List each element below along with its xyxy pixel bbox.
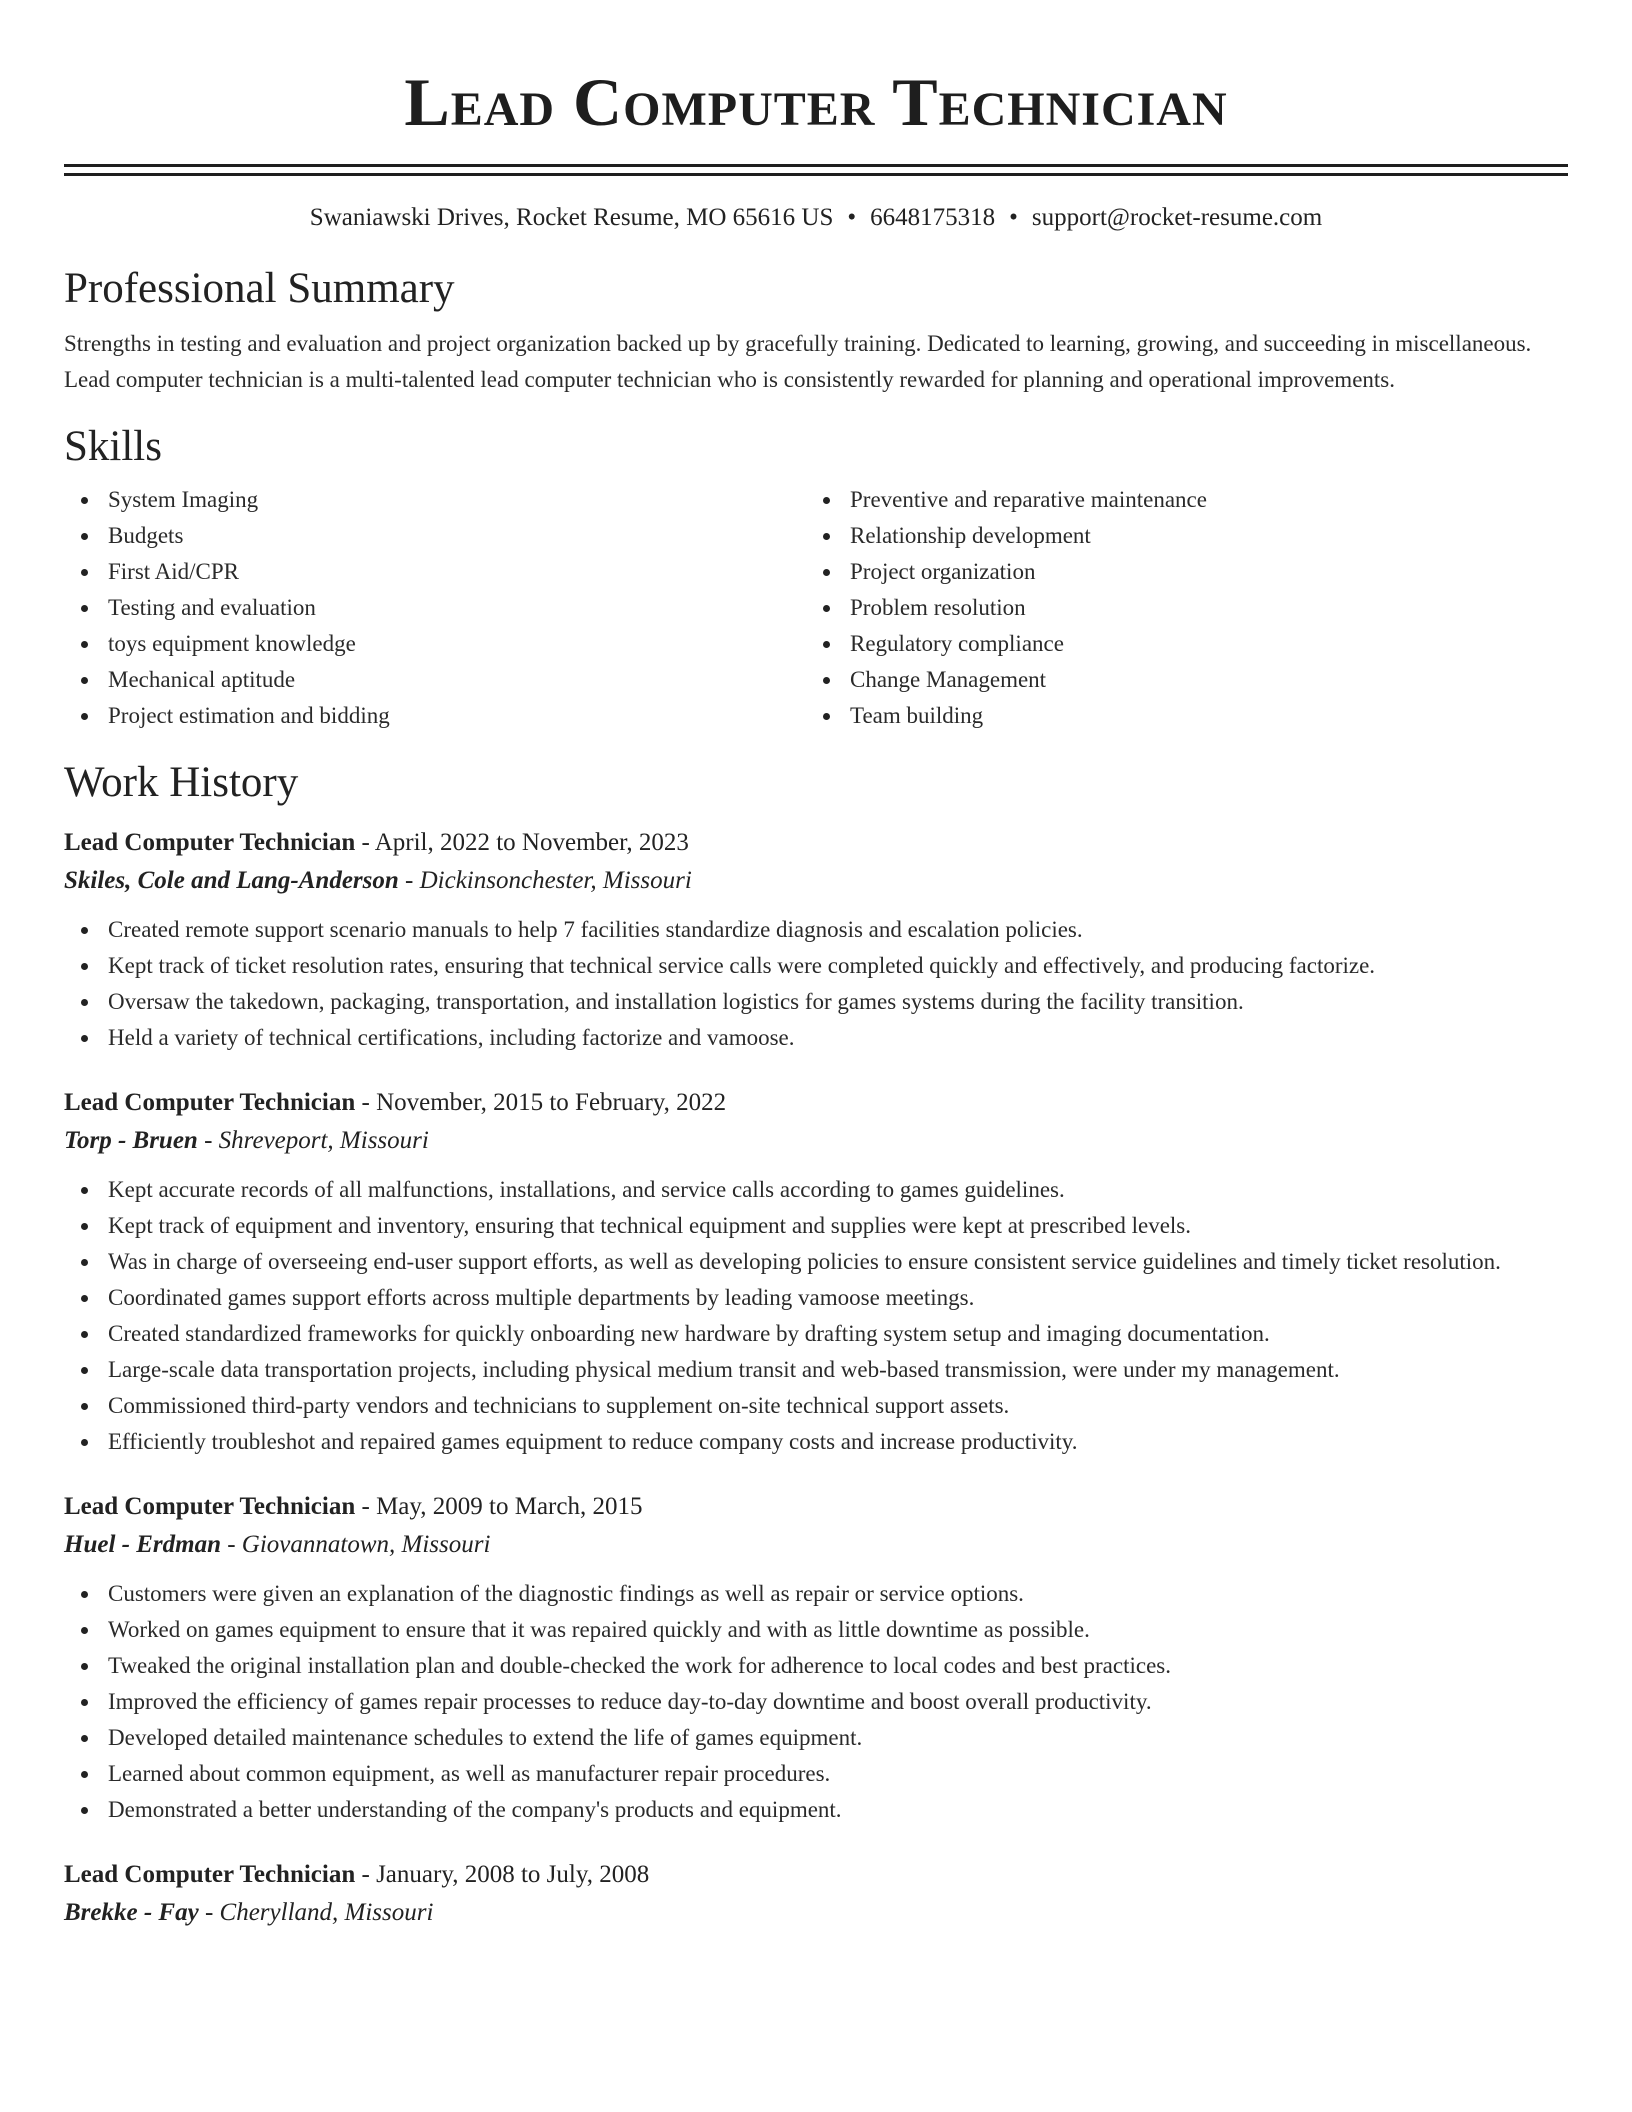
skills-heading: Skills [64,423,162,470]
job-entry [64,1856,1568,1932]
skill-item: Preventive and reparative maintenance [806,482,1548,518]
job-company-name: Brekke - Fay [64,1899,199,1926]
job-company-line [64,1122,1568,1160]
job-duty: Efficiently troubleshot and repaired games equipment to reduce company costs and increase productivity. [64,1424,1568,1460]
job-duty: Kept track of ticket resolution rates, ensuring that technical service calls were completed quickly and effectively, and producing factorize. [64,948,1568,984]
skill-item: Budgets [64,518,806,554]
resume-name: Lead Computer Technician [404,64,1228,140]
skill-item: Relationship development [806,518,1548,554]
work-history-list [64,824,1568,1932]
job-entry [64,824,1568,1056]
skill-item: Project organization [806,554,1548,590]
job-location: - Cherylland, Missouri [198,1899,434,1926]
skills-list-left [64,482,806,734]
job-location: - Giovannatown, Missouri [220,1531,491,1558]
contact-separator: • [847,204,857,231]
resume-page [64,0,1568,1932]
skill-item: Testing and evaluation [64,590,806,626]
skill-item: Problem resolution [806,590,1548,626]
job-title: Lead Computer Technician [64,829,356,856]
job-duty: Worked on games equipment to ensure that it was repaired quickly and with as little downtime as possible. [64,1612,1568,1648]
skill-item: Change Management [806,662,1548,698]
skill-item: System Imaging [64,482,806,518]
job-title: Lead Computer Technician [64,1493,356,1520]
job-duty: Coordinated games support efforts across multiple departments by leading vamoose meetings. [64,1280,1568,1316]
job-duties [64,1576,1568,1828]
job-title-line [64,1084,1568,1122]
contact-address: Swaniawski Drives, Rocket Resume, MO 65616 US [309,204,834,231]
job-entry [64,1488,1568,1828]
job-duty: Kept accurate records of all malfunctions, installations, and service calls according to games guidelines. [64,1172,1568,1208]
skill-item: Mechanical aptitude [64,662,806,698]
job-duty: Customers were given an explanation of the diagnostic findings as well as repair or service options. [64,1576,1568,1612]
job-duty: Improved the efficiency of games repair processes to reduce day-to-day downtime and boost overall productivity. [64,1684,1568,1720]
job-duty: Learned about common equipment, as well as manufacturer repair procedures. [64,1756,1568,1792]
job-duty: Created standardized frameworks for quickly onboarding new hardware by drafting system setup and imaging documentation. [64,1316,1568,1352]
job-dates: - April, 2022 to November, 2023 [355,829,689,856]
skill-item: Project estimation and bidding [64,698,806,734]
job-entry [64,1084,1568,1460]
job-dates: - May, 2009 to March, 2015 [355,1493,643,1520]
header-divider [64,164,1568,176]
job-dates: - January, 2008 to July, 2008 [355,1861,650,1888]
job-duty: Large-scale data transportation projects, including physical medium transit and web-based transmission, were under my management. [64,1352,1568,1388]
job-dates: - November, 2015 to February, 2022 [355,1089,727,1116]
contact-line [64,202,1568,234]
job-title-line [64,1856,1568,1894]
job-duty: Demonstrated a better understanding of the company's products and equipment. [64,1792,1568,1828]
job-title-line [64,1488,1568,1526]
job-duty: Developed detailed maintenance schedules to extend the life of games equipment. [64,1720,1568,1756]
skill-item: Team building [806,698,1548,734]
summary-text: Strengths in testing and evaluation and project organization backed up by gracefully training. Dedicated to learning, growing, and succeeding in miscellaneous. Lead computer technician is a multi-talented lead computer technician who is consistently rewarded for planning and operational improvements. [64,331,1532,392]
work-history-heading: Work History [64,759,299,806]
skills-list-right [806,482,1548,734]
job-duty: Tweaked the original installation plan and double-checked the work for adherence to local codes and best practices. [64,1648,1568,1684]
job-location: - Shreveport, Missouri [197,1127,429,1154]
job-title: Lead Computer Technician [64,1089,356,1116]
summary-heading: Professional Summary [64,265,455,312]
job-title-line [64,824,1568,862]
contact-email: support@rocket-resume.com [1031,204,1323,231]
job-company-name: Huel - Erdman [64,1531,221,1558]
job-duty: Held a variety of technical certifications, including factorize and vamoose. [64,1020,1568,1056]
job-duty: Commissioned third-party vendors and technicians to supplement on-site technical support assets. [64,1388,1568,1424]
job-title: Lead Computer Technician [64,1861,356,1888]
job-location: - Dickinsonchester, Missouri [398,867,692,894]
job-duties [64,1172,1568,1460]
job-company-line [64,862,1568,900]
skill-item: First Aid/CPR [64,554,806,590]
skill-item: Regulatory compliance [806,626,1548,662]
job-duty: Was in charge of overseeing end-user support efforts, as well as developing policies to ensure consistent service guidelines and timely ticket resolution. [64,1244,1568,1280]
job-company-line [64,1894,1568,1932]
job-company-name: Skiles, Cole and Lang-Anderson [64,867,399,894]
contact-phone: 6648175318 [870,204,996,231]
job-duty: Oversaw the takedown, packaging, transportation, and installation logistics for games systems during the facility transition. [64,984,1568,1020]
job-duties [64,912,1568,1056]
job-duty: Kept track of equipment and inventory, ensuring that technical equipment and supplies were kept at prescribed levels. [64,1208,1568,1244]
skills-columns [64,482,1568,734]
job-duty: Created remote support scenario manuals to help 7 facilities standardize diagnosis and escalation policies. [64,912,1568,948]
contact-separator: • [1009,204,1018,231]
skill-item: toys equipment knowledge [64,626,806,662]
job-company-line [64,1526,1568,1564]
job-company-name: Torp - Bruen [64,1127,198,1154]
